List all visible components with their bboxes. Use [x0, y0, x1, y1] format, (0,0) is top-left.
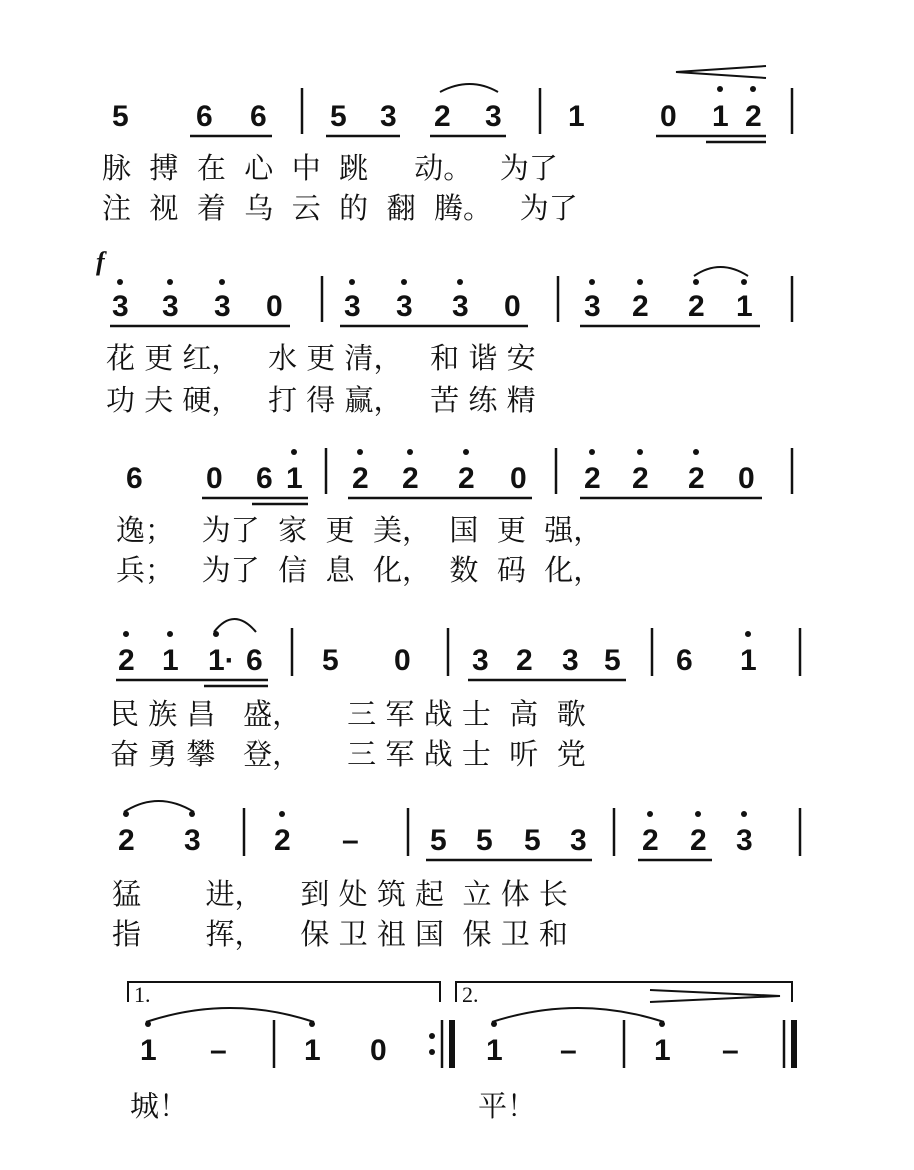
note: 5 — [604, 644, 621, 677]
note: – — [722, 1034, 739, 1067]
high-octave-dots — [117, 279, 225, 285]
volta-label-1: 1. — [134, 982, 151, 1007]
measure — [676, 631, 757, 677]
note: 6 — [250, 100, 267, 133]
note: 3 — [570, 824, 587, 857]
note: 3 — [485, 100, 502, 133]
note: 2 — [688, 290, 705, 323]
note: 3 — [380, 100, 397, 133]
note: 6 — [126, 462, 143, 495]
note: – — [560, 1034, 577, 1067]
note: 5 — [430, 824, 447, 857]
lyric-verse-1: 脉 搏 在 心 中 跳 动。 为了 — [102, 151, 558, 185]
note: 5 — [322, 644, 339, 677]
note: 1 — [486, 1034, 503, 1067]
note: 3 — [452, 290, 469, 323]
note: 3 — [396, 290, 413, 323]
note: 1 — [304, 1034, 321, 1067]
note: 1 — [568, 100, 585, 133]
tie — [492, 1008, 664, 1022]
slur — [124, 801, 194, 812]
note: 2 — [690, 824, 707, 857]
note: 3 — [184, 824, 201, 857]
volta-bracket-2 — [456, 982, 792, 1002]
note: 2 — [402, 462, 419, 495]
lyric-verse-2: 兵； 为了 信 息 化， 数 码 化， — [116, 553, 603, 587]
lyric-verse-1: 花 更 红， 水 更 清， 和 谐 安 — [106, 341, 536, 375]
note: 0 — [504, 290, 521, 323]
high-octave-dots — [357, 449, 469, 455]
measure — [468, 644, 626, 680]
note: 3 — [162, 290, 179, 323]
measure — [304, 1021, 387, 1067]
note: 3 — [112, 290, 129, 323]
measure — [580, 267, 760, 326]
high-octave-dot — [659, 1021, 665, 1027]
note: 3 — [472, 644, 489, 677]
note: 0 — [370, 1034, 387, 1067]
high-octave-dots — [589, 279, 747, 285]
measure — [326, 84, 506, 136]
note: 1· — [208, 644, 235, 677]
note: 1 — [712, 100, 729, 133]
measure — [426, 824, 592, 860]
system-5 — [112, 801, 800, 951]
note: 0 — [660, 100, 677, 133]
note: 5 — [476, 824, 493, 857]
note: 1 — [736, 290, 753, 323]
note: 2 — [584, 462, 601, 495]
note: 5 — [330, 100, 347, 133]
system-4 — [110, 619, 800, 771]
measure — [274, 811, 359, 857]
high-octave-dots — [589, 449, 699, 455]
measure — [654, 1021, 739, 1067]
note: 2 — [118, 644, 135, 677]
system-3 — [116, 448, 792, 587]
lyric-verse-2: 功 夫 硬， 打 得 赢， 苦 练 精 — [106, 383, 536, 417]
note: 6 — [256, 462, 273, 495]
measure — [348, 449, 532, 498]
note: 3 — [214, 290, 231, 323]
note: 0 — [206, 462, 223, 495]
high-octave-dot — [750, 86, 756, 92]
note: 1 — [654, 1034, 671, 1067]
lyric-verse-2: 奋 勇 攀 登， 三 军 战 士 听 党 — [110, 737, 586, 771]
note: 1 — [140, 1034, 157, 1067]
note: 1 — [740, 644, 757, 677]
high-octave-dots — [349, 279, 463, 285]
note: – — [210, 1034, 227, 1067]
slur — [440, 84, 498, 92]
note: 2 — [642, 824, 659, 857]
high-octave-dots — [647, 811, 747, 817]
note: 0 — [510, 462, 527, 495]
note: 3 — [344, 290, 361, 323]
note: 0 — [266, 290, 283, 323]
measure — [116, 619, 268, 686]
measure — [140, 1008, 314, 1067]
note: 2 — [632, 462, 649, 495]
slur — [694, 267, 748, 276]
measure — [486, 1008, 664, 1067]
high-octave-dot — [717, 86, 723, 92]
lyric-verse-1: 逸； 为了 家 更 美， 国 更 强， — [116, 513, 603, 547]
note: 3 — [562, 644, 579, 677]
measure — [638, 811, 753, 860]
crescendo-hairpin — [676, 66, 766, 78]
lyric-verse-1: 猛 进， 到 处 筑 起 立 体 长 — [112, 877, 568, 911]
note: 5 — [524, 824, 541, 857]
decrescendo-hairpin — [650, 990, 780, 1002]
note: 2 — [745, 100, 762, 133]
dynamic-mark: f — [96, 247, 105, 276]
note: 6 — [246, 644, 263, 677]
high-octave-dot — [745, 631, 751, 637]
measure — [126, 449, 308, 504]
tie — [146, 1008, 314, 1022]
measure — [580, 449, 762, 498]
note: 5 — [112, 100, 129, 133]
lyric-ending-1: 城！ — [130, 1089, 189, 1123]
measure — [322, 644, 411, 677]
measure — [110, 279, 290, 326]
lyric-verse-2: 指 挥， 保 卫 祖 国 保 卫 和 — [112, 917, 568, 951]
measure — [118, 801, 201, 857]
note: 1 — [162, 644, 179, 677]
note: 2 — [434, 100, 451, 133]
note: 2 — [274, 824, 291, 857]
system-2 — [96, 247, 792, 417]
note: – — [342, 824, 359, 857]
note: 2 — [352, 462, 369, 495]
note: 2 — [688, 462, 705, 495]
lyric-verse-2: 注 视 着 乌 云 的 翻 腾。 为了 — [102, 191, 578, 225]
final-barline — [784, 1020, 794, 1068]
repeat-end-barline — [429, 1020, 452, 1068]
lyric-verse-1: 民 族 昌 盛， 三 军 战 士 高 歌 — [110, 697, 586, 731]
note: 0 — [394, 644, 411, 677]
volta-label-2: 2. — [462, 982, 479, 1007]
high-octave-dot — [279, 811, 285, 817]
note: 2 — [516, 644, 533, 677]
note: 3 — [584, 290, 601, 323]
note: 6 — [676, 644, 693, 677]
volta-bracket-1 — [128, 982, 440, 1002]
measure — [112, 100, 272, 136]
high-octave-dot — [309, 1021, 315, 1027]
note: 1 — [286, 462, 303, 495]
measure — [568, 66, 766, 142]
high-octave-dots — [123, 631, 219, 637]
note: 0 — [738, 462, 755, 495]
note: 3 — [736, 824, 753, 857]
high-octave-dots — [123, 811, 195, 817]
note: 2 — [458, 462, 475, 495]
system-1 — [102, 66, 792, 225]
high-octave-dot — [291, 449, 297, 455]
note: 2 — [118, 824, 135, 857]
note: 6 — [196, 100, 213, 133]
slur — [214, 619, 256, 632]
measure — [340, 279, 528, 326]
lyric-ending-2: 平！ — [478, 1089, 537, 1123]
note: 2 — [632, 290, 649, 323]
system-6 — [128, 982, 794, 1123]
